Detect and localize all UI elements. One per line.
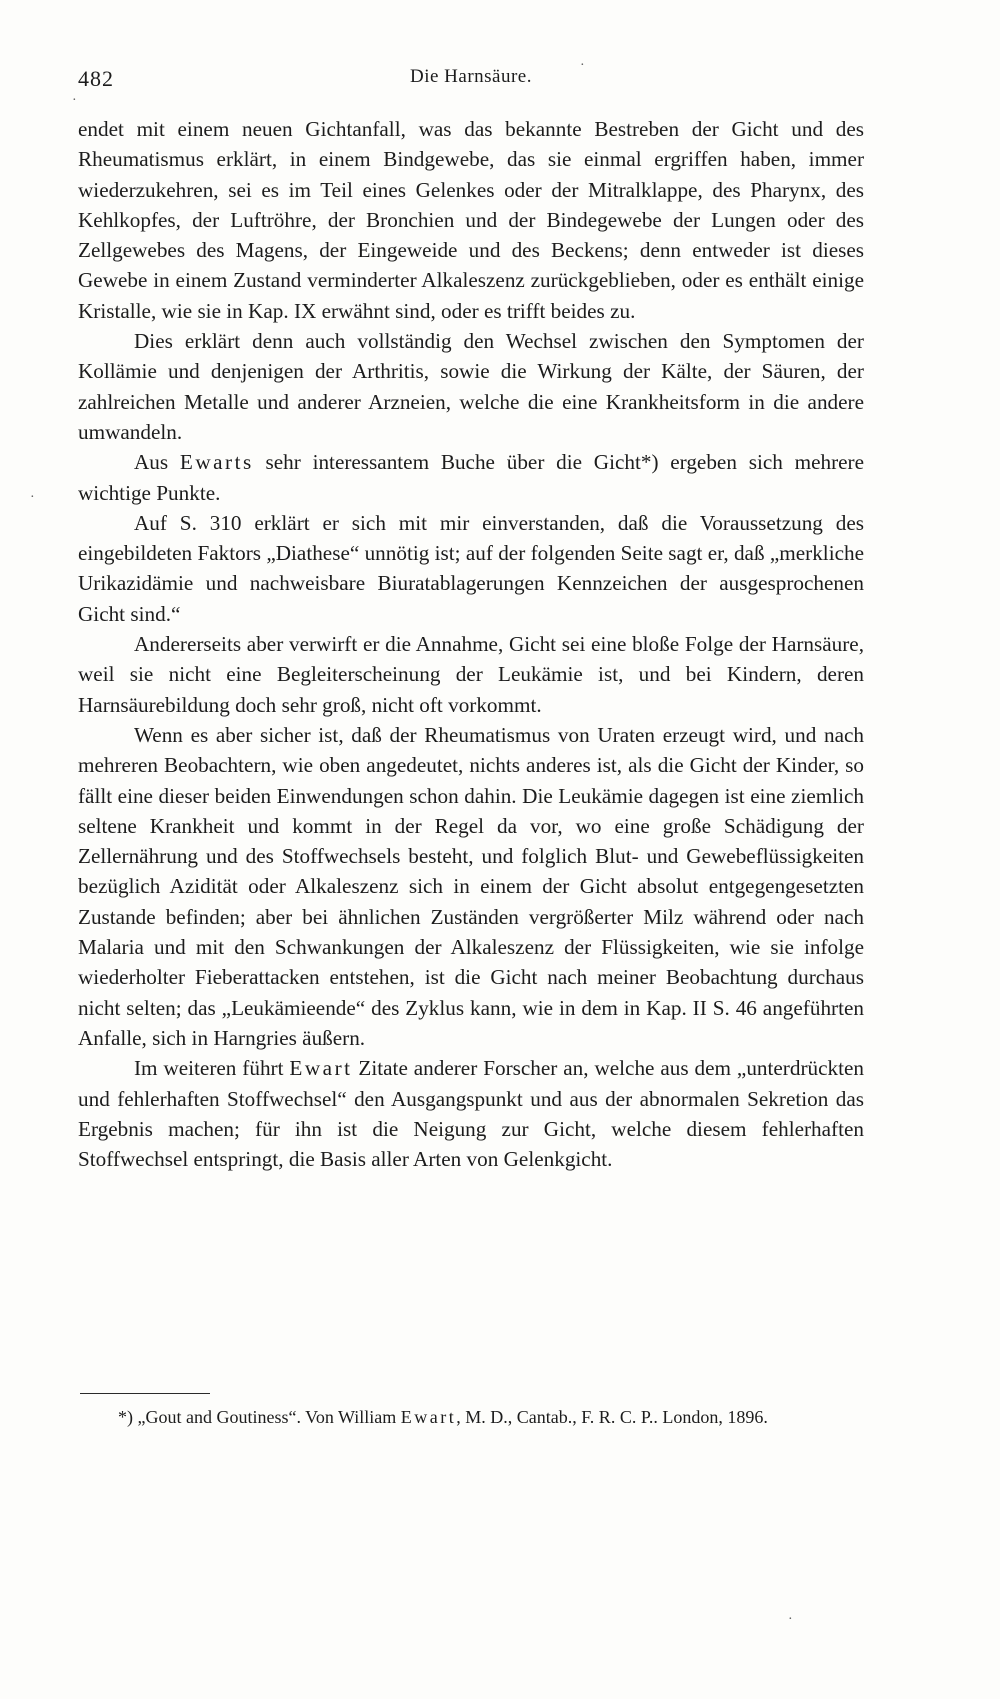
author-name-ewarts: Ewarts — [179, 450, 254, 475]
footnote — [78, 1403, 864, 1431]
running-head: Die Harnsäure. — [409, 66, 532, 87]
paragraph-4: Auf S. 310 erklärt er sich mit mir einverstanden, daß die Voraussetzung des eingebildeten Faktors „Diathese“ unnötig ist; auf der folgenden Seite sagt er, daß „merkliche Urikazidämie und nachweisbare Biuratablagerungen Kennzeichen der ausgesprochenen Gicht sind.“ — [78, 510, 864, 626]
paragraph-5: Andererseits aber verwirft er die Annahme, Gicht sei eine bloße Folge der Harnsäure, weil sie nicht eine Begleiterscheinung der Leukämie ist, und bei Kindern, deren Harnsäurebildung doch sehr groß, nicht oft vorkommt. — [78, 632, 864, 717]
scan-speck: · — [580, 58, 585, 73]
footnote-text-before: *) „Gout and Goutiness“. Von William — [118, 1407, 401, 1427]
footnote-text-after: , M. D., Cantab., F. R. C. P.. London, 1896. — [456, 1407, 768, 1427]
scan-speck: · — [788, 1612, 793, 1627]
paragraph-3-text-before: Aus — [134, 450, 180, 475]
paragraph-1: endet mit einem neuen Gichtanfall, was das bekannte Bestreben der Gicht und des Rheumatismus erklärt, in einem Bindgewebe, das sie einmal ergriffen haben, immer wiederzukehren, sei es im Teil eines Gelenkes oder der Mitralklappe, des Pharynx, des Kehlkopfes, der Luftröhre, der Bronchien und der Bindegewebe der Lungen oder des Zellgewebes des Magens, der Eingeweide und des Beckens; denn entweder ist dieses Gewebe in einem Zustand verminderter Alkaleszenz zurückgeblieben, oder es enthält einige Kristalle, wie sie in Kap. IX erwähnt sind, oder es trifft beides zu. — [78, 117, 864, 323]
scan-speck: · — [30, 490, 35, 505]
scan-speck: · — [72, 93, 77, 108]
body-text — [78, 114, 864, 1174]
paragraph-3 — [78, 447, 864, 508]
paragraph-7-text-before: Im weiteren führt — [134, 1056, 290, 1081]
footnote-divider — [80, 1393, 210, 1394]
paragraph-7 — [78, 1053, 864, 1174]
footnote-author-name: Ewart — [400, 1407, 457, 1427]
paragraph-2: Dies erklärt denn auch vollständig den Wechsel zwischen den Symptomen der Kollämie und denjenigen der Arthritis, sowie die Wirkung der Kälte, der Säuren, der zahlreichen Metalle und anderer Arzneien, welche die eine Krankheitsform in die andere umwandeln. — [78, 329, 864, 444]
paragraph-3-text-after: sehr interessantem Buche über die Gicht*) ergeben sich mehrere wichtige Punkte. — [78, 450, 864, 505]
author-name-ewart: Ewart — [289, 1056, 353, 1081]
page-header — [78, 58, 864, 98]
footnote-text — [78, 1403, 864, 1431]
paragraph-7-text-after: Zitate anderer Forscher an, welche aus dem „unterdrückten und fehlerhaften Stoffwechsel“ den Ausgangspunkt und aus der abnormalen Sekretion das Ergebnis machen; für ihn ist die Neigung zur Gicht, welche diesem fehlerhaften Stoffwechsel entspringt, die Basis aller Arten von Gelenkgicht. — [78, 1056, 864, 1172]
paragraph-6: Wenn es aber sicher ist, daß der Rheumatismus von Uraten erzeugt wird, und nach mehreren Beobachtern, wie oben angedeutet, nichts anderes ist, als die Gicht der Kinder, so fällt eine dieser beiden Einwendungen schon dahin. Die Leukämie dagegen ist eine ziemlich seltene Krankheit und kommt in der Regel da vor, wo eine große Schädigung der Zellernährung und des Stoffwechsels besteht, und folglich Blut- und Gewebeflüssigkeiten bezüglich Azidität oder Alkaleszenz sich in einem der Gicht absolut entgegengesetzten Zustande befinden; aber bei ähnlichen Zuständen vergrößerter Milz während oder nach Malaria und mit den Schwankungen der Alkaleszenz der Flüssigkeiten, wie sie infolge wiederholter Fieberattacken entstehen, ist die Gicht nach meiner Beobachtung durchaus nicht selten; das „Leukämieende“ des Zyklus kann, wie in dem in Kap. II S. 46 angeführten Anfalle, sich in Harngries äußern. — [78, 722, 864, 1050]
page-number: 482 — [78, 66, 114, 91]
